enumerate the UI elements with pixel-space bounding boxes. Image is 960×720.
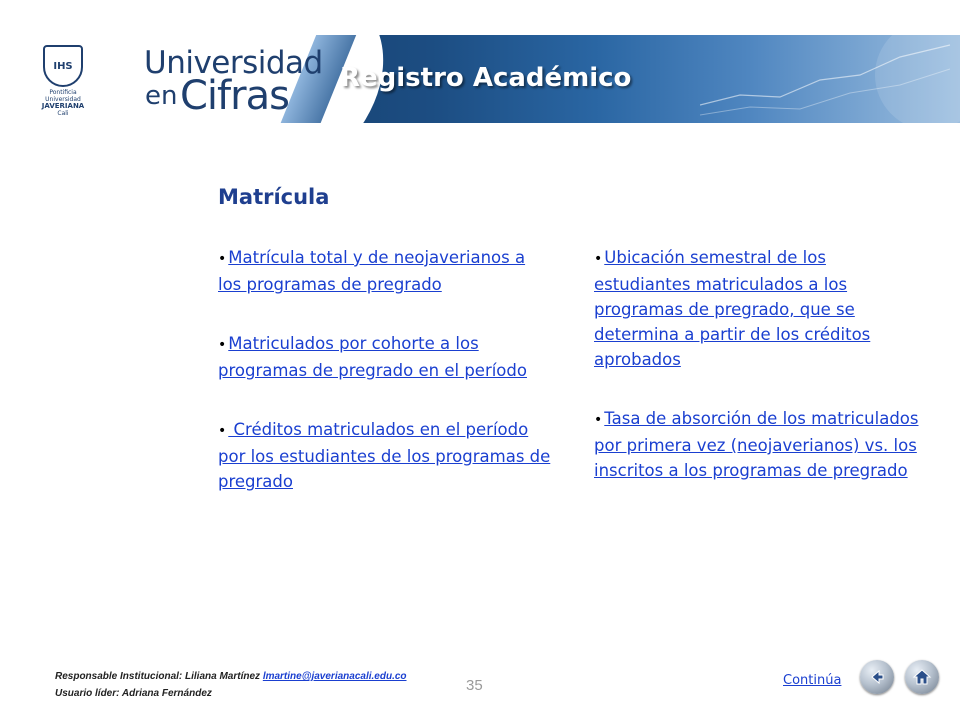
crest-shield-icon xyxy=(43,45,83,87)
responsable-line xyxy=(55,668,407,685)
home-button[interactable] xyxy=(905,660,939,694)
logo-en: en xyxy=(145,81,178,111)
link-creditos-matriculados[interactable]: Créditos matriculados en el período por los estudiantes de los programas de pregrado xyxy=(218,420,551,491)
home-icon xyxy=(912,667,932,687)
header-banner xyxy=(0,35,960,123)
left-link-list xyxy=(218,245,553,494)
link-matricula-total[interactable]: Matrícula total y de neojaverianos a los programas de pregrado xyxy=(218,248,526,294)
footer-responsables xyxy=(55,668,407,702)
link-matriculados-cohorte[interactable]: Matriculados por cohorte a los programas de pregrado en el período xyxy=(218,334,527,380)
bullet: • xyxy=(594,251,603,267)
bullet: • xyxy=(218,251,227,267)
bullet: • xyxy=(218,423,227,439)
responsable-email-link[interactable]: lmartine@javerianacali.edu.co xyxy=(262,671,407,682)
page-number: 35 xyxy=(466,677,483,694)
back-arrow-icon xyxy=(867,667,887,687)
logo-universidad: Universidad xyxy=(144,45,323,81)
right-link-list xyxy=(594,245,919,483)
list-item xyxy=(218,331,553,383)
link-ubicacion-semestral[interactable]: Ubicación semestral de los estudiantes matriculados a los programas de pregrado, que se determina a partir de los créditos aprobados xyxy=(594,248,871,369)
section-title: Matrícula xyxy=(218,185,330,209)
list-item xyxy=(218,245,553,297)
university-crest xyxy=(36,45,90,117)
usuario-lider: Usuario líder: Adriana Fernández xyxy=(55,688,212,699)
logo-cifras: Cifras xyxy=(180,73,289,119)
continue-link[interactable]: Continúa xyxy=(783,673,842,688)
responsable-label: Responsable Institucional: Liliana Martínez xyxy=(55,671,263,682)
page-header-title: Registro Académico xyxy=(340,63,632,93)
chart-decoration-icon xyxy=(700,35,960,123)
link-tasa-absorcion[interactable]: Tasa de absorción de los matriculados por primera vez (neojaverianos) vs. los inscritos a los programas de pregrado xyxy=(594,409,919,480)
bullet: • xyxy=(594,412,603,428)
bullet: • xyxy=(218,337,227,353)
list-item xyxy=(218,417,553,494)
list-item xyxy=(594,245,919,372)
crest-caption: Pontificia Universidad JAVERIANA Cali xyxy=(41,89,85,117)
back-button[interactable] xyxy=(860,660,894,694)
list-item xyxy=(594,406,919,483)
